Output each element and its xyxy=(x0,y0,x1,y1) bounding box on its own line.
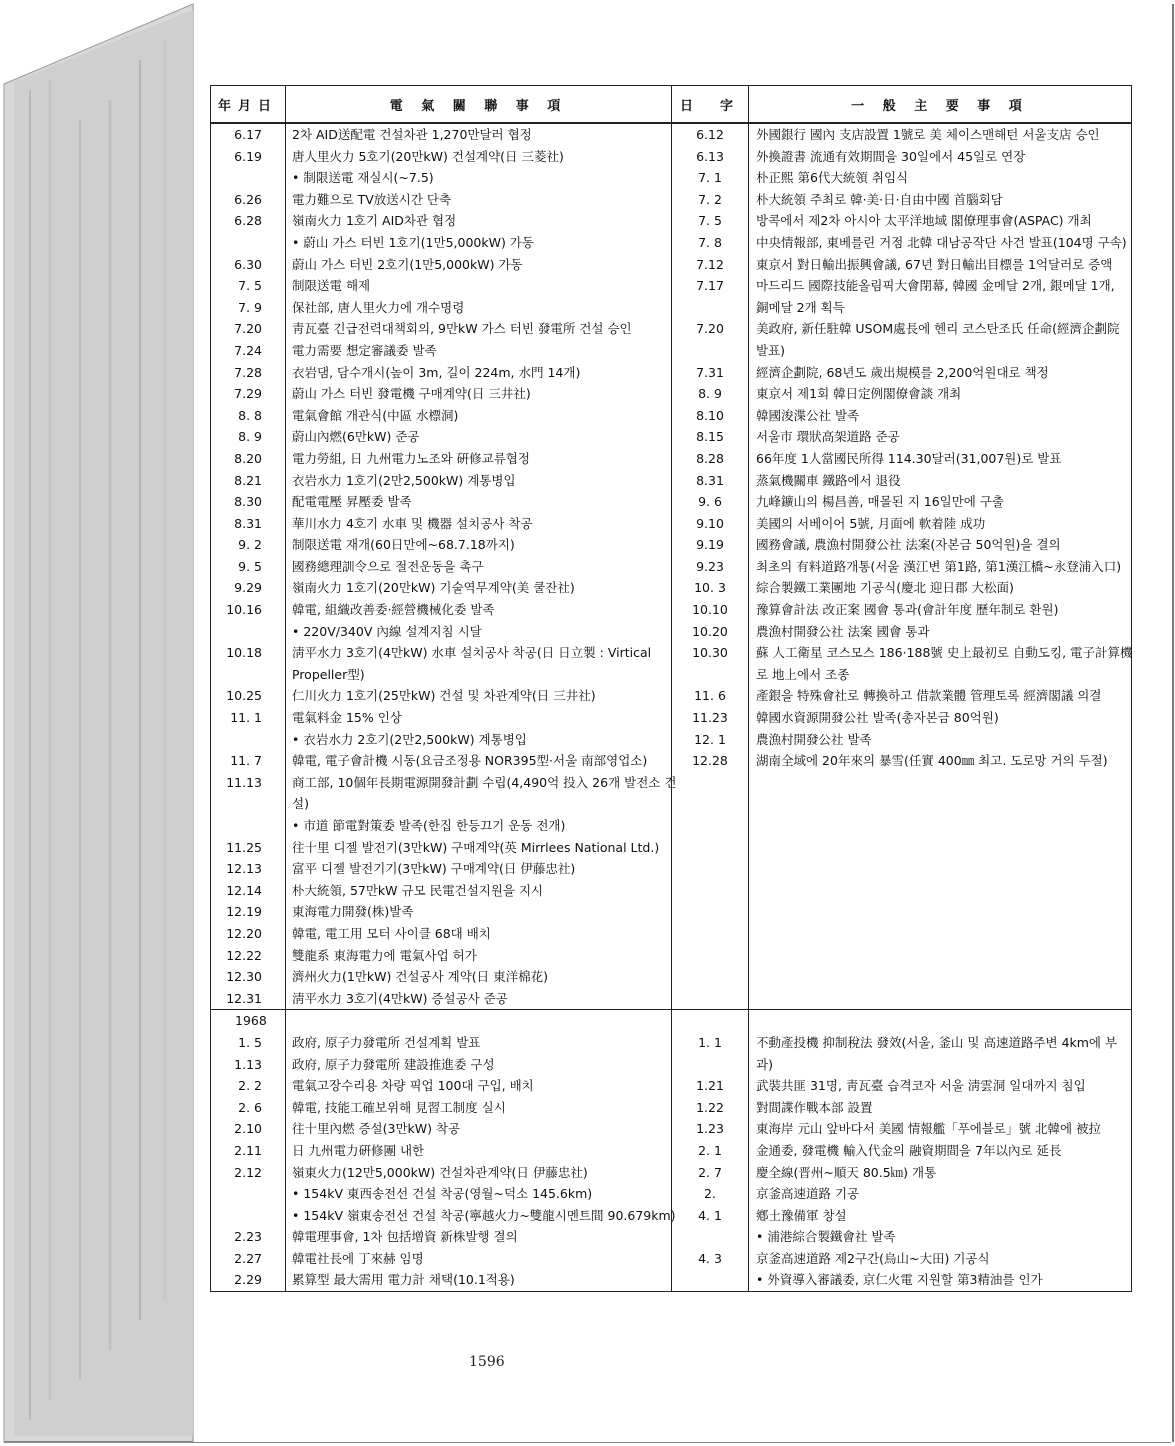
electric-event-cell: 韓電, 電子會計機 시동(요금조정용 NOR395型·서울 南部영업소) xyxy=(292,753,648,769)
header-date: 年月日 xyxy=(211,86,286,124)
general-event-cell: 韓國浚渫公社 발족 xyxy=(756,407,860,423)
electric-date-cell: 11.25 xyxy=(226,839,262,855)
electric-date-cell: 7.20 xyxy=(234,321,262,337)
electric-event-cell: 雙龍系 東海電力에 電氣사업 허가 xyxy=(292,947,477,963)
electric-date-cell: 12.31 xyxy=(226,990,262,1006)
general-date-cell: 11. 6 xyxy=(694,688,726,704)
general-date-cell: 1. 1 xyxy=(698,1034,722,1050)
general-date-cell: 7. 2 xyxy=(698,191,722,207)
general-event-cell: • 外資導入審議委, 京仁火電 지원할 第3精油를 인가 xyxy=(756,1272,1043,1288)
table-section xyxy=(211,1010,1132,1292)
general-date-cell: 4. 3 xyxy=(698,1250,722,1266)
general-date-cell: 1.22 xyxy=(696,1099,724,1115)
general-date-cell: 9.19 xyxy=(696,537,724,553)
general-event-cell: 蘇 人工衛星 코스모스 186·188號 史上最初로 自動도킹, 電子計算機 xyxy=(756,645,1133,661)
general-date-cell xyxy=(672,340,748,362)
general-event-cell: 農漁村開發公社 法案 國會 통과 xyxy=(756,623,930,639)
general-event-cell: 武裝共匪 31명, 靑瓦臺 습격코자 서울 淸雲洞 일대까지 침입 xyxy=(756,1078,1086,1094)
electric-date-cell: 7. 5 xyxy=(238,278,262,294)
general-date-cell: 1.21 xyxy=(696,1078,724,1094)
electric-date-cell-column xyxy=(211,1010,286,1292)
year-label: 1968 xyxy=(235,1013,267,1029)
electric-date-cell: 2.10 xyxy=(234,1121,262,1137)
general-date-cell: 2. 1 xyxy=(698,1142,722,1158)
electric-date-cell: 6.19 xyxy=(234,148,262,164)
electric-event-cell: 淸平水力 3호기(4만kW) 증설공사 준공 xyxy=(292,990,508,1006)
electric-date-cell xyxy=(211,1205,262,1227)
general-date-cell: 2. 7 xyxy=(698,1164,722,1180)
general-date-cell: 1.23 xyxy=(696,1121,724,1137)
electric-event-cell: 電力勞組, 日 九州電力노조와 硏修교류협정 xyxy=(292,450,530,466)
electric-date-cell: 1. 5 xyxy=(238,1034,262,1050)
general-date-cell: 2. xyxy=(704,1186,716,1202)
header-electric-events: 電 氣 關 聯 事 項 xyxy=(286,86,672,124)
electric-date-cell: 6.30 xyxy=(234,256,262,272)
general-event-cell: 66年度 1人當國民所得 114.30달러(31,007원)로 발표 xyxy=(756,450,1062,466)
general-date-cell: 9.23 xyxy=(696,558,724,574)
general-event-cell: 對間諜作戰本部 設置 xyxy=(756,1099,873,1115)
electric-event-cell: 保社部, 唐人里火力에 개수명령 xyxy=(292,299,465,315)
general-date-cell xyxy=(672,1269,748,1291)
general-date-cell: 8. 9 xyxy=(698,386,722,402)
general-event-cell: 不動產投機 抑制稅法 發效(서울, 釜山 및 高速道路주변 4km에 부 xyxy=(756,1034,1118,1050)
electric-date-cell-column xyxy=(211,123,286,1010)
electric-date-cell: 10.18 xyxy=(226,645,262,661)
general-event-cell: 마드리드 國際技能올림픽大會閉幕, 韓國 金메달 2개, 銀메달 1개, xyxy=(756,278,1115,294)
electric-date-cell: 11.13 xyxy=(226,774,262,790)
electric-date-cell xyxy=(211,664,262,686)
electric-event-cell: 往十里內燃 증설(3만kW) 착공 xyxy=(292,1121,461,1137)
general-date-cell-column xyxy=(672,123,749,1010)
general-event-cell: 東海岸 元山 앞바다서 美國 情報艦「푸에블로」號 北韓에 被拉 xyxy=(756,1121,1102,1137)
general-event-cell: 外國銀行 國內 支店設置 1號로 美 체이스맨해턴 서울支店 승인 xyxy=(756,127,1100,142)
general-event-cell: 豫算會計法 改正案 國會 통과(會計年度 歷年制로 환원) xyxy=(756,602,1059,618)
general-date-cell: 12. 1 xyxy=(694,731,726,747)
electric-date-cell: 8.21 xyxy=(234,472,262,488)
electric-date-cell: 2.27 xyxy=(234,1250,262,1266)
electric-date-cell xyxy=(211,815,262,837)
general-event-cell: 金通委, 發電機 輸入代金의 融資期間을 7年以內로 延長 xyxy=(756,1142,1062,1158)
electric-event-cell: 韓電理事會, 1차 包括增資 新株발행 결의 xyxy=(292,1229,518,1245)
electric-date-cell: 6.26 xyxy=(234,191,262,207)
electric-event-cell: 商工部, 10個年長期電源開發計劃 수립(4,490억 投入 26개 발전소 건 xyxy=(292,774,677,790)
electric-date-cell xyxy=(211,793,262,815)
general-event-cell-column xyxy=(749,123,1132,1010)
electric-event-cell: 蔚山 가스 터빈 2호기(1만5,000kW) 가동 xyxy=(292,256,523,272)
table-section xyxy=(211,123,1132,1010)
electric-event-cell-column xyxy=(286,1010,676,1292)
electric-date-cell: 2.11 xyxy=(234,1142,262,1158)
electric-date-cell xyxy=(211,1183,262,1205)
general-event-cell: • 浦港綜合製鐵會社 발족 xyxy=(756,1229,896,1245)
electric-date-cell: 8.31 xyxy=(234,515,262,531)
electric-event-cell: 國務總理訓令으로 절전운동을 촉구 xyxy=(292,558,484,574)
general-date-cell: 9.10 xyxy=(696,515,724,531)
general-date-cell: 7.20 xyxy=(696,321,724,337)
general-event-cell: 발표) xyxy=(756,342,786,358)
page-number: 1596 xyxy=(469,1354,505,1370)
electric-event-cell: 華川水力 4호기 水車 및 機器 설치공사 착공 xyxy=(292,515,533,531)
electric-event-cell: 淸平水力 3호기(4만kW) 水車 설치공사 착공(日 日立製 : Virtical xyxy=(292,645,652,661)
general-date-cell: 8.31 xyxy=(696,472,724,488)
general-event-cell: 서울市 環狀高架道路 준공 xyxy=(756,429,900,445)
general-date-cell xyxy=(672,297,748,319)
general-date-cell: 7. 8 xyxy=(698,234,722,250)
electric-date-cell: 7.28 xyxy=(234,364,262,380)
general-date-cell: 10. 3 xyxy=(694,580,726,596)
electric-date-cell: 11. 1 xyxy=(230,710,262,726)
electric-event-cell: 電力需要 想定審議委 발족 xyxy=(292,342,437,358)
table-header-row xyxy=(211,86,1132,124)
general-event-cell: 최초의 有料道路개통(서울 漢江변 第1路, 第1漢江橋~永登浦入口) xyxy=(756,558,1122,574)
electric-event-cell: 蔚山 가스 터빈 發電機 구매계약(日 三井社) xyxy=(292,386,531,402)
electric-event-cell: 蔚山內燃(6만kW) 준공 xyxy=(292,429,420,445)
general-event-cell: 朴大統領 주최로 韓·美·日·自由中國 首腦회담 xyxy=(756,191,1003,207)
electric-date-cell: 12.22 xyxy=(226,947,262,963)
electric-date-cell: 7.29 xyxy=(234,386,262,402)
electric-date-cell: 10.25 xyxy=(226,688,262,704)
electric-date-cell: 2. 6 xyxy=(238,1099,262,1115)
general-date-cell: 7. 5 xyxy=(698,213,722,229)
general-date-cell: 7.17 xyxy=(696,278,724,294)
electric-date-cell: 7.24 xyxy=(234,342,262,358)
electric-event-cell: 설) xyxy=(292,796,309,812)
year-spacer xyxy=(292,1010,671,1032)
general-date-cell: 7.31 xyxy=(696,364,724,380)
general-event-cell: 產銀을 特殊會社로 轉換하고 借款業體 管理토록 經濟閣議 의결 xyxy=(756,688,1102,704)
general-event-cell: 과) xyxy=(756,1056,773,1072)
electric-date-cell: 12.19 xyxy=(226,904,262,920)
general-date-cell: 8.28 xyxy=(696,450,724,466)
electric-date-cell: 9. 5 xyxy=(238,558,262,574)
electric-event-cell: 配電電壓 昇壓委 발족 xyxy=(292,494,412,510)
general-date-cell: 6.13 xyxy=(696,148,724,164)
electric-event-cell: 政府, 原子力發電所 건설계획 발표 xyxy=(292,1034,481,1050)
general-event-cell: 美政府, 新任駐韓 USOM處長에 헨리 코스탄조氏 任命(經濟企劃院 xyxy=(756,321,1120,337)
general-date-cell: 7. 1 xyxy=(698,170,722,186)
electric-event-cell: • 154kV 嶺東송전선 건설 착공(寧越火力~雙龍시멘트間 90.679km) xyxy=(292,1207,676,1223)
electric-event-cell: 衣岩댐, 담수개시(높이 3m, 길이 224m, 水門 14개) xyxy=(292,364,581,380)
general-event-cell: 京釜高速道路 제2구간(烏山~大田) 기공식 xyxy=(756,1250,990,1266)
general-event-cell: 湖南全域에 20年來의 暴雪(任實 400㎜ 최고. 도로망 거의 두절) xyxy=(756,753,1108,769)
electric-event-cell: 嶺東火力(12만5,000kW) 건설차관계약(日 伊藤忠社) xyxy=(292,1164,588,1180)
electric-event-cell-column xyxy=(286,123,677,1010)
general-event-cell: 中央情報部, 東베를린 거점 北韓 대남공작단 사건 발표(104명 구속) xyxy=(756,234,1127,250)
general-event-cell-column xyxy=(749,1010,1132,1292)
electric-event-cell: 政府, 原子力發電所 建設推進委 구성 xyxy=(292,1056,495,1072)
general-date-cell: 7.12 xyxy=(696,256,724,272)
general-date-cell: 8.15 xyxy=(696,429,724,445)
electric-date-cell: 7. 9 xyxy=(238,299,262,315)
header-general-events: 一 般 主 要 事 項 xyxy=(749,86,1132,124)
electric-event-cell: 韓電, 組織改善委·經營機械化委 발족 xyxy=(292,602,495,618)
electric-event-cell: 韓電, 技能工確보위해 見習工制度 실시 xyxy=(292,1099,506,1115)
year-spacer xyxy=(756,1010,1131,1032)
general-event-cell: 銅메달 2개 획득 xyxy=(756,299,845,315)
electric-date-cell xyxy=(211,621,262,643)
electric-event-cell: 衣岩水力 1호기(2만2,500kW) 계통병입 xyxy=(292,472,516,488)
electric-event-cell: 累算型 最大需用 電力計 채택(10.1적용) xyxy=(292,1272,515,1288)
general-event-cell: 鄕土豫備軍 창설 xyxy=(756,1207,847,1223)
general-date-cell xyxy=(672,664,748,686)
general-date-cell: 8.10 xyxy=(696,407,724,423)
general-date-cell: 10.30 xyxy=(692,645,728,661)
general-event-cell: 京釜高速道路 기공 xyxy=(756,1186,860,1202)
electric-date-cell: 9.29 xyxy=(234,580,262,596)
general-date-cell: 11.23 xyxy=(692,710,728,726)
electric-date-cell: 2.12 xyxy=(234,1164,262,1180)
general-event-cell: 經濟企劃院, 68년도 歲出規模를 2,200억원대로 책정 xyxy=(756,364,1049,380)
general-date-cell: 4. 1 xyxy=(698,1207,722,1223)
electric-event-cell: 2차 AID送配電 건설차관 1,270만달러 협정 xyxy=(292,127,532,142)
general-date-cell-column xyxy=(672,1010,749,1292)
general-date-cell: 10.20 xyxy=(692,623,728,639)
electric-date-cell: 9. 2 xyxy=(238,537,262,553)
electric-event-cell: 電氣會館 개관식(中區 水標洞) xyxy=(292,407,459,423)
electric-event-cell: 仁川火力 1호기(25만kW) 건설 및 차관계약(日 三井社) xyxy=(292,688,596,704)
electric-date-cell: 2.29 xyxy=(234,1272,262,1288)
electric-event-cell: • 市道 節電對策委 발족(한집 한등끄기 운동 전개) xyxy=(292,818,566,833)
general-date-cell: 10.10 xyxy=(692,602,728,618)
general-event-cell: 農漁村開發公社 발족 xyxy=(756,731,872,747)
electric-date-cell: 12.30 xyxy=(226,969,262,985)
general-event-cell: 東京서 제1회 韓日定例閣僚會談 개최 xyxy=(756,386,962,402)
electric-date-cell xyxy=(211,232,262,254)
electric-event-cell: 電力難으로 TV放送시간 단축 xyxy=(292,191,452,207)
general-event-cell: 로 地上에서 조종 xyxy=(756,666,850,682)
electric-event-cell: 朴大統領, 57만kW 규모 民電건설지원을 지시 xyxy=(292,882,544,898)
header-date2: 日 字 xyxy=(672,86,749,124)
electric-date-cell: 8. 9 xyxy=(238,429,262,445)
general-date-cell: 9. 6 xyxy=(698,494,722,510)
electric-date-cell: 2.23 xyxy=(234,1229,262,1245)
electric-date-cell: 11. 7 xyxy=(230,753,262,769)
year-spacer xyxy=(672,1010,748,1032)
electric-event-cell: 靑瓦臺 긴급전력대책회의, 9만kW 가스 터빈 發電所 건설 승인 xyxy=(292,321,632,337)
electric-event-cell: 電氣고장수리용 차량 픽업 100대 구입, 배치 xyxy=(292,1078,534,1094)
electric-event-cell: 電氣料金 15% 인상 xyxy=(292,710,402,726)
electric-event-cell: • 衣岩水力 2호기(2만2,500kW) 계통병입 xyxy=(292,731,527,747)
document-page xyxy=(193,4,1174,1442)
electric-event-cell: 韓電社長에 丁來赫 임명 xyxy=(292,1250,424,1266)
general-event-cell: 朴正熙 第6代大統領 취임식 xyxy=(756,170,909,186)
electric-event-cell: 嶺南火力 1호기(20만kW) 기술역무계약(美 쿨잔社) xyxy=(292,580,575,596)
electric-date-cell xyxy=(211,167,262,189)
electric-event-cell: 嶺南火力 1호기 AID차관 협정 xyxy=(292,213,457,229)
electric-event-cell: 濟州火力(1만kW) 건설공사 계약(日 東洋棉花) xyxy=(292,969,549,985)
electric-event-cell: • 154kV 東西송전선 건설 착공(영월~덕소 145.6km) xyxy=(292,1186,593,1202)
general-date-cell: 12.28 xyxy=(692,753,728,769)
general-event-cell: 蒸氣機關車 鐵路에서 退役 xyxy=(756,472,901,488)
electric-date-cell xyxy=(211,729,262,751)
general-event-cell: 美國의 서베이어 5號, 月面에 軟着陸 成功 xyxy=(756,515,986,531)
electric-date-cell: 8. 8 xyxy=(238,407,262,423)
electric-event-cell: 制限送電 해제 xyxy=(292,278,371,294)
general-event-cell: 慶全線(晋州~順天 80.5㎞) 개통 xyxy=(756,1164,937,1180)
general-event-cell: 韓國水資源開發公社 발족(총자본금 80억원) xyxy=(756,710,999,726)
electric-event-cell: 東海電力開發(株)발족 xyxy=(292,904,414,920)
general-event-cell: 綜合製鐵工業團地 기공식(慶北 迎日郡 大松面) xyxy=(756,580,1014,596)
chronology-table xyxy=(210,85,1132,1292)
electric-date-cell: 1.13 xyxy=(234,1056,262,1072)
electric-event-cell: 日 九州電力硏修團 내한 xyxy=(292,1142,425,1158)
electric-event-cell: 往十里 디젤 발전기(3만kW) 구매계약(英 Mirrlees National Ltd.) xyxy=(292,839,660,855)
electric-date-cell: 10.16 xyxy=(226,602,262,618)
general-date-cell xyxy=(672,1226,748,1248)
general-event-cell: 東京서 對日輸出振興會議, 67년 對日輸出目標를 1억달러로 증액 xyxy=(756,256,1113,272)
electric-date-cell: 12.20 xyxy=(226,925,262,941)
electric-date-cell: 8.30 xyxy=(234,494,262,510)
electric-event-cell: • 蔚山 가스 터빈 1호기(1만5,000kW) 가동 xyxy=(292,234,534,250)
electric-date-cell: 6.28 xyxy=(234,213,262,229)
electric-event-cell: 唐人里火力 5호기(20만kW) 건설계약(日 三菱社) xyxy=(292,148,564,164)
general-date-cell xyxy=(672,1054,748,1076)
electric-date-cell: 2. 2 xyxy=(238,1078,262,1094)
electric-event-cell: Propeller型) xyxy=(292,666,365,682)
electric-date-cell: 12.13 xyxy=(226,861,262,877)
general-event-cell: 방콕에서 제2차 아시아 太平洋地域 閣僚理事會(ASPAC) 개최 xyxy=(756,213,1092,229)
electric-event-cell: 富平 디젤 발전기기(3만kW) 구매계약(日 伊藤忠社) xyxy=(292,861,576,877)
general-event-cell: 國務會議, 農漁村開發公社 法案(자본금 50억원)을 결의 xyxy=(756,537,1061,553)
general-event-cell: 九峰鑛山의 楊昌善, 매몰된 지 16일만에 구출 xyxy=(756,494,1004,510)
electric-date-cell: 6.17 xyxy=(234,127,262,142)
electric-event-cell: • 220V/340V 內線 설계지침 시달 xyxy=(292,623,482,639)
electric-event-cell: 韓電, 電工用 모터 사이클 68대 배치 xyxy=(292,925,491,941)
electric-event-cell: 制限送電 재개(60日만에~68.7.18까지) xyxy=(292,537,515,553)
electric-date-cell: 8.20 xyxy=(234,450,262,466)
general-event-cell: 外換證書 流通有效期間을 30일에서 45일로 연장 xyxy=(756,148,1026,164)
general-date-cell: 6.12 xyxy=(696,127,724,142)
electric-event-cell: • 制限送電 재실시(~7.5) xyxy=(292,170,434,186)
electric-date-cell: 12.14 xyxy=(226,882,262,898)
